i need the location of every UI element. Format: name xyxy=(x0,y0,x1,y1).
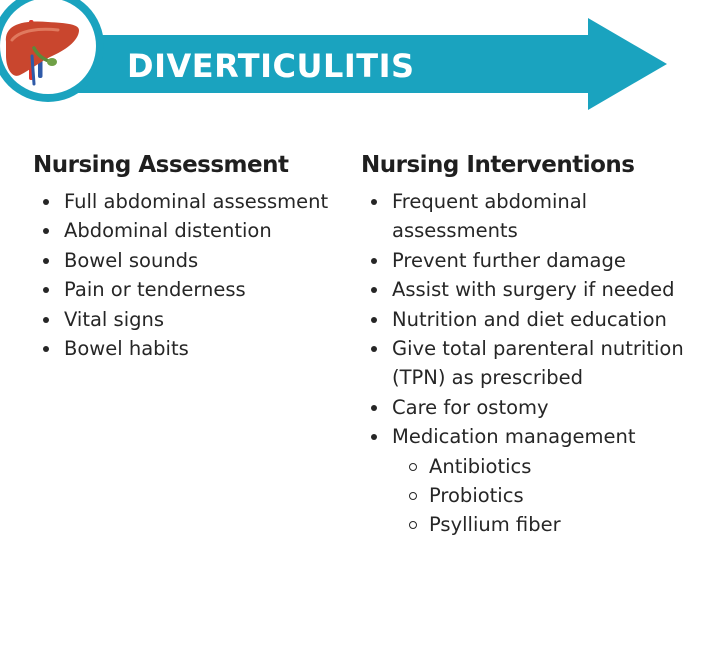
sub-list-item-text: Probiotics xyxy=(429,484,524,508)
list-item xyxy=(33,275,333,304)
sub-list-item xyxy=(392,510,701,539)
list-item-text: Medication management xyxy=(392,425,636,449)
list-item xyxy=(33,216,333,245)
assessment-list xyxy=(33,187,333,363)
list-item xyxy=(361,334,701,393)
list-item-text: Bowel habits xyxy=(64,337,189,361)
list-item-text: Abdominal distention xyxy=(64,219,272,243)
list-item-text: Full abdominal assessment xyxy=(64,190,329,213)
list-item xyxy=(361,305,701,334)
list-item xyxy=(33,334,333,363)
nursing-interventions-section xyxy=(361,148,701,540)
list-item-text: Assist with surgery if needed xyxy=(392,278,675,302)
interventions-list xyxy=(361,187,701,540)
list-item-text: Frequent abdominal assessments xyxy=(392,190,588,243)
list-item xyxy=(33,305,333,334)
list-item xyxy=(361,187,701,246)
list-item xyxy=(33,246,333,275)
list-item-text: Nutrition and diet education xyxy=(392,307,667,331)
sub-list-item-text: Psyllium fiber xyxy=(429,513,561,537)
list-item-text: Prevent further damage xyxy=(392,248,626,272)
list-item-text: Pain or tenderness xyxy=(64,278,246,302)
sub-list-item xyxy=(392,481,701,510)
sub-list-item-text: Antibiotics xyxy=(429,454,532,478)
nursing-assessment-section xyxy=(33,148,333,363)
header-banner xyxy=(0,0,712,130)
list-item xyxy=(361,275,701,304)
list-item xyxy=(361,422,701,540)
list-item xyxy=(361,246,701,275)
list-item-text: Bowel sounds xyxy=(64,248,199,272)
list-item xyxy=(361,393,701,422)
sub-list-item xyxy=(392,452,701,481)
list-item-text: Give total parenteral nutrition (TPN) as prescribed xyxy=(392,337,684,390)
list-item-text: Care for ostomy xyxy=(392,395,549,419)
banner-title: DIVERTICULITIS xyxy=(127,47,415,85)
nursing-assessment-heading: Nursing Assessment xyxy=(33,152,289,178)
nursing-interventions-heading: Nursing Interventions xyxy=(361,152,635,178)
list-item xyxy=(33,187,333,216)
list-item-text: Vital signs xyxy=(64,307,165,331)
medication-sublist xyxy=(392,452,701,540)
